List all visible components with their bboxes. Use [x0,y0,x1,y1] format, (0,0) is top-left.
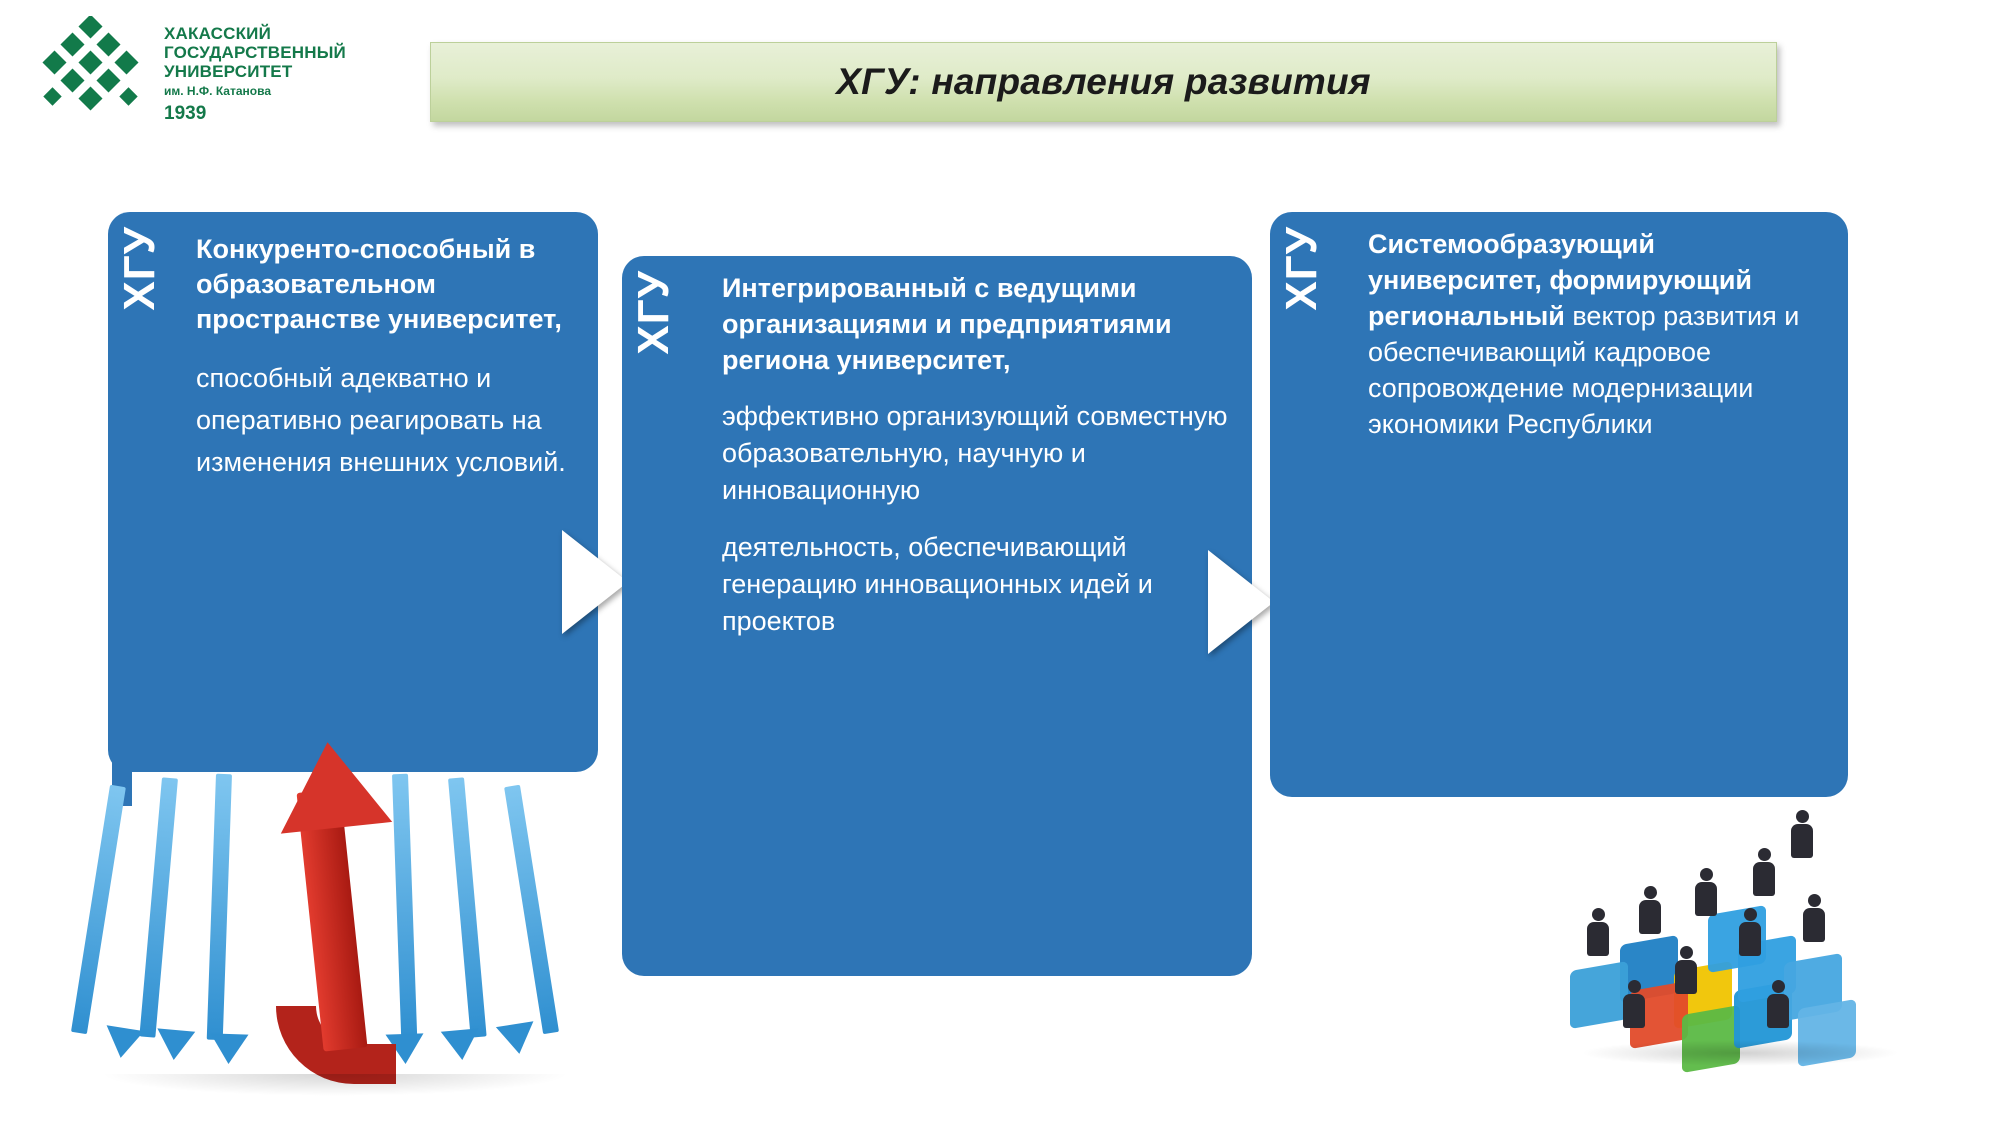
stage-box-3 [1270,212,1848,797]
stage-1-lead: Конкуренто-способный в образовательном пространстве университет, [196,234,562,334]
stage-3-lead-text: Системообразующий университет, формирующий региональный [1368,229,1753,331]
logo-line-3: УНИВЕРСИТЕТ [164,62,293,81]
stage-box-1 [108,212,598,772]
logo-year: 1939 [164,103,207,124]
stage-box-2 [622,256,1252,976]
logo-subtitle: им. Н.Ф. Катанова [164,84,271,98]
university-logo [36,10,416,130]
ground-shadow [100,1074,570,1096]
slide-title-banner [430,42,1777,122]
stage-3-badge: ХГУ [1277,226,1326,311]
stage-2-body: эффективно организующий совместную образовательную, научную и инновационную [722,401,1228,505]
stage-2-badge: ХГУ [629,270,678,355]
red-arrow-head-icon [272,736,392,833]
red-arrow-rising-illustration [100,756,580,1101]
page-title: ХГУ: направления развития [836,61,1371,102]
stage-1-badge: ХГУ [115,226,164,311]
logo-line-1: ХАКАССКИЙ [164,24,272,43]
stage-2-lead: Интегрированный с ведущими организациями и предприятиями региона университет, [722,273,1172,375]
stage-2-body-2: деятельность, обеспечивающий генерацию инновационных идей и проектов [722,532,1153,636]
stage-3-lead [1368,226,1832,442]
team-puzzle-people-illustration [1570,790,1910,1090]
flow-arrow-2-icon [1208,550,1274,654]
stage-1-body: способный адекватно и оперативно реагировать на изменения внешних условий. [196,363,566,477]
logo-line-2: ГОСУДАРСТВЕННЫЙ [164,43,346,62]
diamond-lattice-logo-icon [36,16,144,124]
flow-arrow-1-icon [562,530,628,634]
stage-3-body: вектор развития и обеспечивающий кадровое сопровождение модернизации экономики Республики [1368,301,1800,439]
